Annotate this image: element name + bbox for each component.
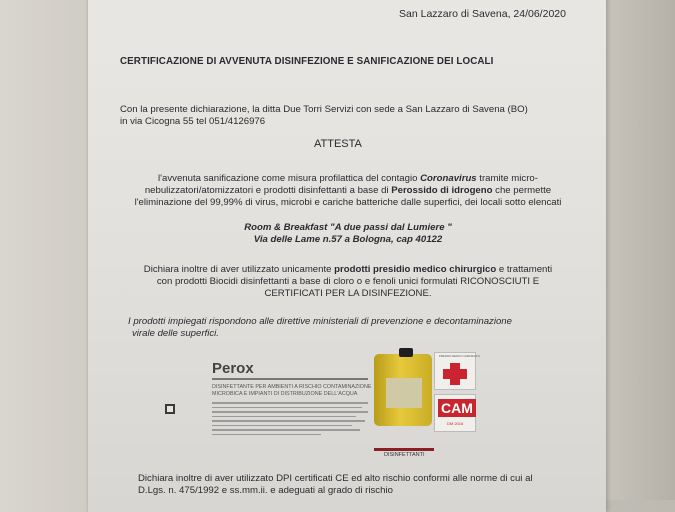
cam-logo-sub: DM 2016	[447, 421, 464, 426]
product-subtitle-1: DISINFETTANTE PER AMBIENTI A RISCHIO CONTAMINAZIONE	[212, 384, 372, 390]
product-name: Perox	[212, 360, 254, 377]
certificate-heading: CERTIFICAZIONE DI AVVENUTA DISINFEZIONE E SANIFICAZIONE DEI LOCALI	[120, 56, 494, 67]
declaration-line-3: CERTIFICATI PER LA DISINFEZIONE.	[264, 288, 432, 299]
body-line-1-start: l'avvenuta sanificazione come misura profilattica del contagio	[158, 173, 421, 184]
body-line-1	[88, 173, 608, 185]
qr-inner	[167, 406, 173, 412]
date-line: San Lazzaro di Savena, 24/06/2020	[399, 8, 566, 20]
declaration-line-1	[88, 264, 608, 276]
body-line-3: l'eliminazione del 99,99% di virus, microbi e cariche batteriche dalle superfici, dei locali sotto elencati	[134, 197, 562, 208]
coronavirus-emphasis: Coronavirus	[420, 173, 477, 184]
product-panel	[196, 348, 554, 460]
product-subtitle-2: MICROBICA E IMPIANTI DI DISTRIBUZIONE DELL'ACQUA	[212, 391, 358, 397]
last-line-2: D.Lgs. n. 475/1992 e ss.mm.ii. e adeguati al grado di rischio	[138, 485, 393, 496]
body-line-1-end: tramite micro-	[476, 173, 538, 184]
declaration-line-2: con prodotti Biocidi disinfettanti a base di cloro o e fenoli unici formulati RICONOSCIUTI E	[156, 276, 540, 287]
intro-line-1: Con la presente dichiarazione, la ditta Due Torri Servizi con sede a San Lazzaro di Savena (BO)	[120, 104, 528, 115]
canister-cap	[399, 348, 413, 357]
address-line-1: Room & Breakfast "A due passi dal Lumiere "	[244, 222, 452, 233]
perossido-emphasis: Perossido di idrogeno	[391, 185, 493, 196]
body-line-2-end: che permette	[492, 185, 552, 196]
intro-line-2: in via Cicogna 55 tel 051/4126976	[120, 116, 266, 127]
address-line-2: Via delle Lame n.57 a Bologna, cap 40122	[253, 234, 443, 245]
last-line-1: Dichiara inoltre di aver utilizzato DPI certificati CE ed alto rischio conformi alle norme di cui al	[138, 473, 533, 484]
disinfettanti-label: DISINFETTANTI	[384, 452, 425, 458]
body-line-2-start: nebulizzatori/atomizzatori e prodotti disinfettanti a base di	[144, 185, 392, 196]
italic-line-1: I prodotti impiegati rispondono alle direttive ministeriali di prevenzione e decontaminazione	[128, 316, 512, 327]
cam-logo-text: CAM	[438, 399, 476, 417]
attesta-heading: ATTESTA	[314, 138, 362, 150]
declaration-line-1-end: e trattamenti	[496, 264, 553, 275]
cam-logo	[434, 394, 476, 432]
body-line-2	[88, 185, 608, 197]
pmc-emphasis: prodotti presidio medico chirurgico	[334, 264, 497, 275]
canister-label	[386, 378, 422, 408]
italic-line-2: virale delle superfici.	[132, 328, 219, 339]
small-qr-icon	[165, 404, 175, 414]
pmc-logo-text: PRESIDIO MEDICO CHIRURGICO	[439, 355, 480, 358]
product-description-fineprint	[212, 402, 368, 446]
product-divider	[212, 378, 368, 380]
certificate-sheet	[88, 0, 606, 512]
disinfettanti-bar	[374, 448, 434, 451]
pmc-logo	[434, 352, 480, 390]
cross-icon-horizontal	[443, 369, 467, 379]
wall-background	[600, 0, 675, 500]
declaration-line-1-start: Dichiara inoltre di aver utilizzato unicamente	[143, 264, 335, 275]
